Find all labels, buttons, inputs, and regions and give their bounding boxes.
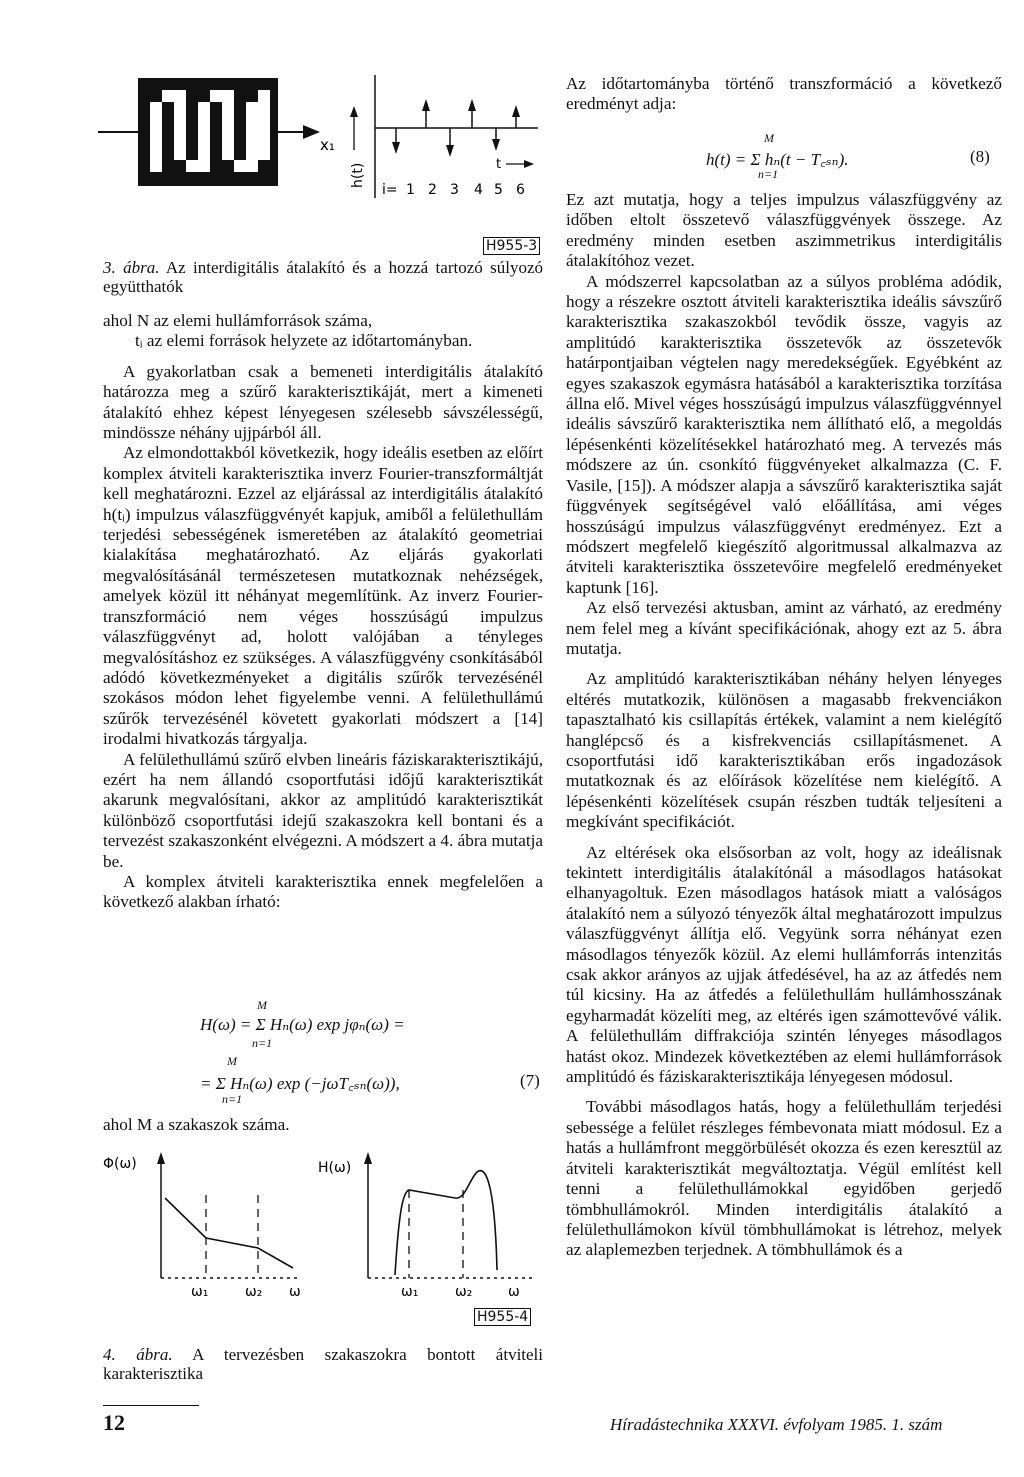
tick-label: 2 <box>428 182 437 198</box>
paragraph: Az amplitúdó karakterisztikában néhány helyen lényeges eltérés mutatkozik, különösen a magasabb frekvenciákon tapasztalható kis csillapítás értékek, valamint a nem kielégítő hanglépcső és a kisfrekvenciás csillapításmenet. A csoportfutási idő karakterisztikában erős ingadozások mutatkoznak és az előírások közelítése nem kielégítő. A lépésenkénti közelítések csupán részben tudták teljesíteni a megkívánt specifikációt. <box>566 669 1002 832</box>
equation-8-sum-bottom: n=1 <box>758 167 779 181</box>
figure-3-caption <box>103 258 543 296</box>
paragraph: A gyakorlatban csak a bemeneti interdigitális átalakító határozza meg a szűrő karakterisztikáját, mert a kimeneti átalakító ehhez képest lényegesen szélesebb sávszélességű, mindössze néhány ujjpárból áll. <box>103 361 543 443</box>
x1-label: x₁ <box>320 136 335 154</box>
tick-label: 1 <box>406 182 415 198</box>
paragraph: Az időtartományba történő transzformáció a következő eredményt adja: <box>566 74 1002 114</box>
figure-3-transducer-diagram <box>88 70 558 245</box>
paragraph: Az elmondottakból következik, hogy ideális esetben az előírt komplex átviteli karakterisztika inverz Fourier-transzformáltját kell meghatározni. Ezzel az eljárással az interdigitális átalakító h(tᵢ) impulzus válaszfüggvényét kapjuk, amiből a felülethullám terjedési sebességének ismeretében az átalakító geometriai kialakítása meghatározható. Az eljárás gyakorlati megvalósításánál természetesen mutatkoznak nehézségek, amelyek közül itt néhányat megemlítünk. Az inverz Fourier-transzformáció nem véges hosszúságú impulzus válaszfüggvényt ad, holott valójában a tényleges megvalósításhoz ez szükséges. A válaszfüggvény csonkításából adódó következményeket a digitális szűrők tervezésénél szokásos módon lehet figyelembe venni. A felülethullámú szűrők tervezésénél követett gyakorlati módszert a [14] irodalmi hivatkozás tárgyalja. <box>103 443 544 749</box>
left-column <box>103 311 543 913</box>
equation-7-line-1: H(ω) = Σ Hₙ(ω) exp jφₙ(ω) = <box>200 1015 405 1034</box>
paragraph: A módszerrel kapcsolatban az a súlyos probléma adódik, hogy a részekre osztott átviteli karakterisztika ideális sávszűrő karakterisztika szakaszokból tevődik össze, vagyis az amplitúdó karakterisztika összetevők az összetevők határpontjaiban végtelen nagy meredekségűek. Egyébként az egyes szakaszok egymásra hatásából a karakterisztika torzítása állna elő. Mivel véges hosszúságú impulzus válaszfüggvénnyel ideális sávszűrő karakterisztika nem állítható elő, a megoldás lépésenkénti közelítésekkel határozható meg. A tervezés más módszere az ún. csonkító függvényeket alkalmazza (C. F. Vasile, [15]). A módszer alapja a sávszűrő karakterisztika saját függvények segítségével való előállítása, ami véges hosszúságú impulzus válaszfüggvényt eredményez. Ezt a módszert megfelelő kiegészítő algoritmussal alkalmazva az átviteli karakterisztika összetevőire megfelelő eredményeket kaptunk [16]. <box>566 271 1002 597</box>
amplitude-axis-label: H(ω) <box>318 1160 352 1176</box>
right-column-intro <box>566 74 1002 115</box>
left-column-tail <box>103 1115 543 1135</box>
omega-2-label: ω₂ <box>245 1284 263 1300</box>
equation-8-number: (8) <box>970 147 990 166</box>
figure-3-caption-text: Az interdigitális átalakító és a hozzá tartozó súlyozó együtthatók <box>103 258 543 296</box>
h-of-t-axis-label: h(t) <box>350 162 366 188</box>
journal-footer: Híradástechnika XXXVI. évfolyam 1985. 1. szám <box>610 1415 943 1434</box>
interdigital-transducer-drawing <box>98 78 320 186</box>
amplitude-plot <box>318 1152 533 1300</box>
equation-8: h(t) = Σ hₙ(t − T꜀ₛₙ). <box>706 150 849 169</box>
impulse-response-plot <box>350 75 538 198</box>
figure-4-caption-text: A tervezésben szakaszokra bontott átviteli karakterisztika <box>103 1345 544 1383</box>
equation-7-sum-bottom: n=1 <box>252 1036 273 1050</box>
paragraph: ahol M a szakaszok száma. <box>103 1115 290 1134</box>
figure-3-id-box: H955-3 <box>483 237 540 255</box>
where-n-line: ahol N az elemi hullámforrások száma, <box>103 311 373 330</box>
page-number: 12 <box>103 1410 125 1435</box>
tick-index-prefix: i= <box>382 182 398 198</box>
right-column <box>566 190 1002 1261</box>
figure-4-caption <box>103 1345 543 1383</box>
equation-7-sum-top: M <box>257 998 267 1012</box>
tick-label: 4 <box>474 182 483 198</box>
tick-label: 5 <box>494 182 503 198</box>
equation-7-sum-top-2: M <box>227 1054 237 1068</box>
paragraph: További másodlagos hatás, hogy a felülethullám terjedési sebessége a felület részleges fémbevonata miatt módosul. Ez a hatás a hullámfront meggörbülését okozza és ezen keresztül az átviteli karakterisztikát megváltoztatja. Végül említést kell tenni a felülethullámokkal egyidőben gerjedő tömbhullámokról. Minden interdigitális átalakító a felülethullámokon kívül tömbhullámokat is létrehoz, melyek az alaplemezben terjednek. A tömbhullámok és a <box>566 1097 1002 1260</box>
paragraph: A felülethullámú szűrő elvben lineáris fáziskarakterisztikájú, ezért ha nem állandó csoportfutási időjű karakterisztikát akarunk megvalósítani, akkor az amplitúdó karakterisztikát különböző csoportfutási idejű szakaszokra kell bontani és a tervezést szakaszonként elvégezni. A módszert a 4. ábra mutatja be. <box>103 749 544 871</box>
omega-2-label: ω₂ <box>455 1284 473 1300</box>
footer-rule <box>103 1405 199 1406</box>
figure-3-caption-label: 3. ábra. <box>103 258 160 277</box>
equation-7-sum-bottom-2: n=1 <box>222 1092 243 1106</box>
omega-1-label: ω₁ <box>191 1284 209 1300</box>
equation-7-line-2: = Σ Hₙ(ω) exp (−jωT꜀ₛₙ(ω)), <box>200 1074 400 1093</box>
figure-4-caption-label: 4. ábra. <box>103 1345 173 1364</box>
paragraph: Az első tervezési aktusban, amint az várható, az eredmény nem felel meg a kívánt specifikációnak, ahogy ezt az 5. ábra mutatja. <box>566 598 1002 658</box>
omega-label: ω <box>508 1284 520 1300</box>
where-ti-line: tᵢ az elemi források helyzete az időtartományban. <box>135 331 473 351</box>
phase-axis-label: Φ(ω) <box>103 1156 137 1172</box>
figure-4-segmented-characteristic <box>103 1150 543 1300</box>
t-axis-label: t <box>496 157 502 172</box>
omega-label: ω <box>289 1284 301 1300</box>
figure-4-id-box: H955-4 <box>474 1308 531 1326</box>
tick-label: 3 <box>450 182 459 198</box>
phase-plot <box>103 1152 301 1300</box>
equation-8-sum-top: M <box>764 131 774 145</box>
omega-1-label: ω₁ <box>401 1284 419 1300</box>
equation-7-number: (7) <box>520 1071 540 1090</box>
paragraph: Ez azt mutatja, hogy a teljes impulzus válaszfüggvény az időben eltolt összetevő válaszfüggvények összege. Az eredmény minden esetben aszimmetrikus interdigitális átalakítóhoz vezet. <box>566 190 1002 271</box>
paragraph: A komplex átviteli karakterisztika ennek megfelelően a következő alakban írható: <box>103 871 543 912</box>
paragraph: Az eltérések oka elsősorban az volt, hogy az ideálisnak tekintett interdigitális átalakítónál a másodlagos hatásokat elhanyagoltuk. Ezen másodlagos hatások miatt a valóságos átalakító nem a súlyozó tényezők által meghatározott impulzus válaszfüggvényt állítja elő. Vegyünk sorra néhányat ezen másodlagos tényezők közül. Az elemi hullámforrás intenzitás csak akkor arányos az ujjak átfedésével, ha az az átfedés nem túl kicsiny. Ha az átfedés a felülethullám hullámhosszának egyharmadát közelíti meg, az eltérés igen számottevővé válik. A felülethullám diffrakciója szintén lényeges másodlagos hatást okoz. Mindezek következtében az elemi hullámforrások amplitúdó és fáziskarakterisztikája lényegesen módosul. <box>566 842 1002 1087</box>
tick-label: 6 <box>516 182 525 198</box>
